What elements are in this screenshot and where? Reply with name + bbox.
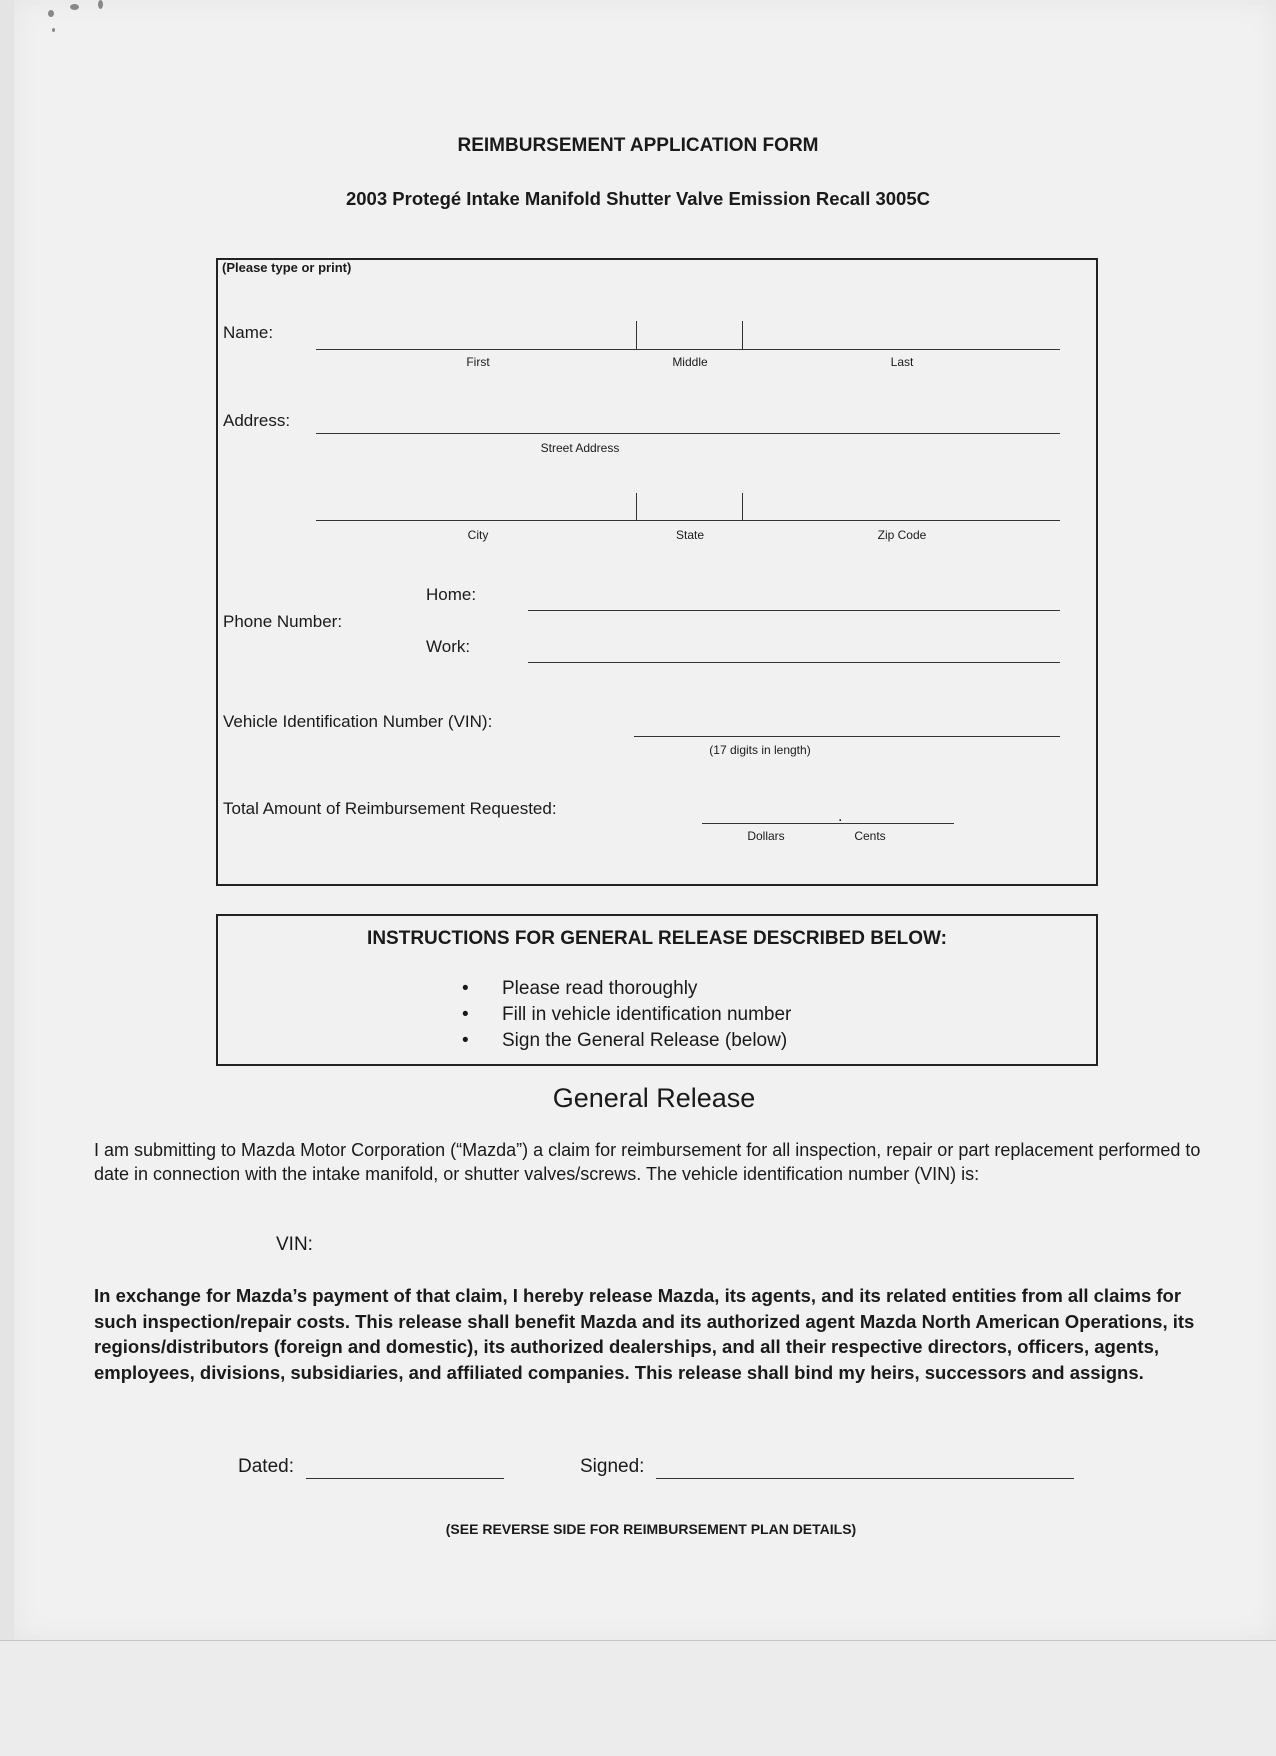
phone-label: Phone Number:: [223, 612, 343, 631]
page-title: REIMBURSEMENT APPLICATION FORM: [457, 135, 819, 156]
name-field[interactable]: [316, 349, 1060, 350]
vin-label: Vehicle Identification Number (VIN):: [223, 712, 493, 731]
cents-caption: Cents: [854, 829, 886, 843]
street-address-caption: Street Address: [540, 441, 620, 455]
application-form-box: [216, 258, 1098, 886]
address-divider: [636, 493, 637, 520]
scan-speck: [52, 28, 55, 32]
city-state-zip-field[interactable]: [316, 520, 1060, 521]
page-subtitle: 2003 Protegé Intake Manifold Shutter Valve Emission Recall 3005C: [345, 188, 930, 209]
dated-field[interactable]: [306, 1478, 504, 1479]
decimal-point: .: [838, 808, 843, 825]
address-divider: [742, 493, 743, 520]
release-vin-label: VIN:: [276, 1234, 313, 1255]
instruction-item: • Please read thoroughly: [460, 976, 791, 1002]
scan-speck: [48, 10, 54, 17]
amount-label: Total Amount of Reimbursement Requested:: [223, 799, 557, 818]
dollars-caption: Dollars: [747, 829, 785, 843]
city-caption: City: [467, 528, 489, 542]
scan-speck: [70, 4, 79, 10]
name-divider: [742, 321, 743, 349]
vin-field[interactable]: [634, 736, 1060, 737]
name-label: Name:: [223, 323, 274, 342]
home-label: Home:: [426, 585, 477, 604]
release-paragraph: I am submitting to Mazda Motor Corporation (“Mazda”) a claim for reimbursement for all inspection, repair or part replacement performed to date in connection with the intake manifold, or shutter valves/screws. The vehicle identification number (VIN) is:: [94, 1140, 1201, 1184]
instruction-item: • Sign the General Release (below): [460, 1028, 791, 1054]
vin-caption: (17 digits in length): [709, 743, 811, 757]
address-label: Address:: [223, 411, 291, 430]
form-note: (Please type or print): [222, 260, 352, 275]
instruction-item: • Fill in vehicle identification number: [460, 1002, 791, 1028]
footer-note: (SEE REVERSE SIDE FOR REIMBURSEMENT PLAN DETAILS): [445, 1521, 857, 1537]
signed-label: Signed:: [580, 1456, 645, 1477]
zip-caption: Zip Code: [877, 528, 927, 542]
work-phone-field[interactable]: [528, 662, 1060, 663]
home-phone-field[interactable]: [528, 610, 1060, 611]
release-bold-paragraph: In exchange for Mazda’s payment of that claim, I hereby release Mazda, its agents, and its related entities from all claims for such inspection/repair costs. This release shall benefit Mazda and its authorized agent Mazda North American Operations, its regions/distributors (foreign and domestic), its authorized dealerships, and all their respective directors, officers, agents, employees, divisions, subsidiaries, and affiliated companies. This release shall bind my heirs, successors and assigns.: [94, 1285, 1195, 1383]
instructions-list: [460, 976, 791, 1054]
dated-label: Dated:: [238, 1456, 294, 1477]
street-address-field[interactable]: [316, 433, 1060, 434]
state-caption: State: [675, 528, 705, 542]
release-title: General Release: [552, 1083, 756, 1113]
scanner-bed-strip: [0, 1640, 1276, 1756]
scan-speck: [98, 0, 103, 9]
name-caption-last: Last: [890, 355, 914, 369]
signature-field[interactable]: [656, 1478, 1074, 1479]
name-caption-first: First: [466, 355, 490, 369]
name-divider: [636, 321, 637, 349]
name-caption-middle: Middle: [672, 355, 708, 369]
amount-field[interactable]: [702, 823, 954, 824]
instructions-heading: INSTRUCTIONS FOR GENERAL RELEASE DESCRIBED BELOW:: [367, 928, 947, 949]
work-label: Work:: [426, 637, 471, 656]
